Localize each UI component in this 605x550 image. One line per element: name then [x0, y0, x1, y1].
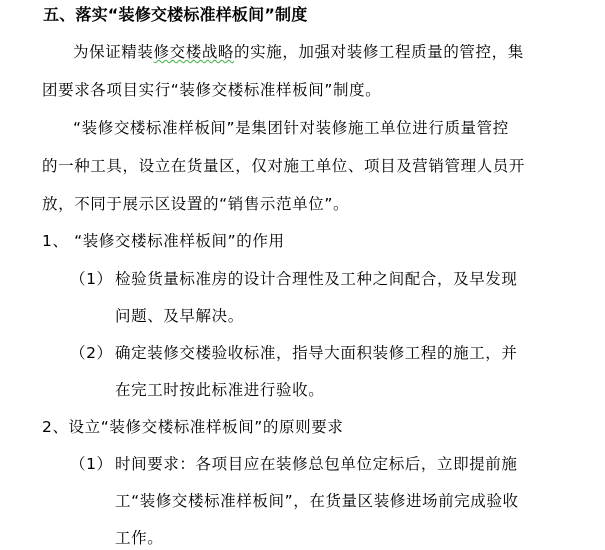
list-item-line: 检验货量标准房的设计合理性及工种之间配合，及早发现 [115, 270, 518, 288]
intro-text-a: 为保证精装 [73, 43, 154, 61]
definition-paragraph-line-1: “装修交楼标准样板间”是集团针对装修施工单位进行质量管控 [73, 119, 509, 137]
list-item-line: 工作。 [115, 529, 164, 547]
definition-paragraph-line-2: 的一种工具，设立在货量区，仅对施工单位、项目及营销管理人员开 [42, 157, 526, 175]
subsection-1-heading: 1、 “装修交楼标准样板间”的作用 [42, 232, 285, 250]
intro-text-b: 的实施，加强对装修工程质量的管控，集 [234, 43, 524, 61]
spellcheck-flagged-text[interactable]: 修交楼战略 [153, 43, 235, 61]
list-marker: （2） [70, 344, 113, 362]
list-item-line: 问题、及早解决。 [115, 307, 244, 325]
subsection-2-heading: 2、设立“装修交楼标准样板间”的原则要求 [42, 418, 344, 436]
list-marker: （1） [70, 270, 113, 288]
definition-paragraph-line-3: 放，不同于展示区设置的“销售示范单位”。 [42, 195, 350, 213]
intro-paragraph-line-2: 团要求各项目实行“装修交楼标准样板间”制度。 [42, 81, 382, 99]
section-title: 五、落实“装修交楼标准样板间”制度 [43, 5, 308, 24]
list-item-line: 时间要求：各项目应在装修总包单位定标后，立即提前施 [115, 455, 518, 473]
list-item-line: 在完工时按此标准进行验收。 [115, 381, 325, 399]
intro-paragraph-line-1 [73, 43, 524, 61]
list-item-line: 工“装修交楼标准样板间”，在货量区装修进场前完成验收 [115, 492, 519, 510]
list-marker: （1） [70, 455, 113, 473]
list-item-line: 确定装修交楼验收标准，指导大面积装修工程的施工，并 [115, 344, 518, 362]
